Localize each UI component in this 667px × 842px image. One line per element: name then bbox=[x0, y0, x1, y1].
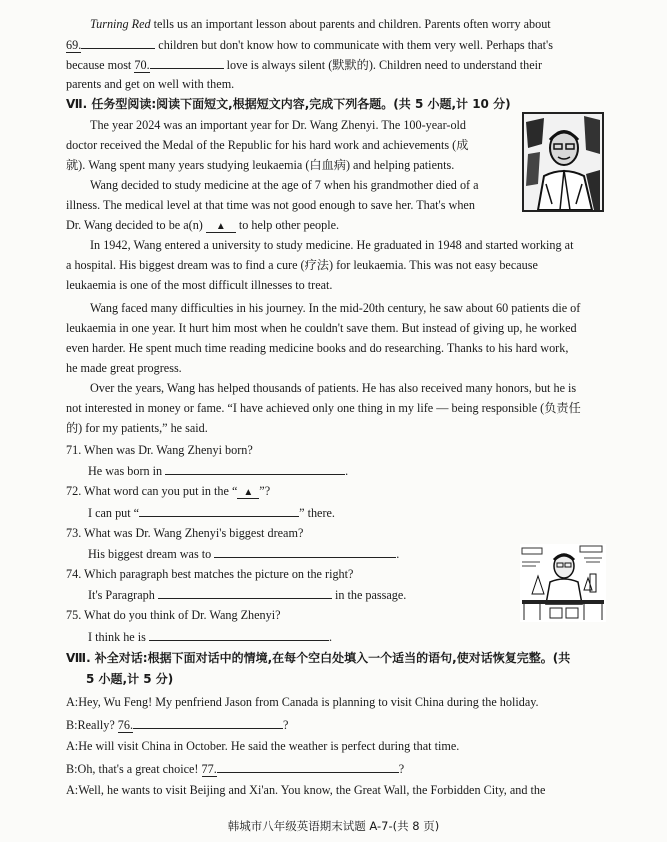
passage-p1-l2: doctor received the Medal of the Republic for his hard work and achievements (成 bbox=[66, 138, 469, 152]
answer-71-blank[interactable] bbox=[165, 460, 345, 475]
dialog-line-5: A:Well, he wants to visit Beijing and Xi'an. You know, the Great Wall, the Forbidden City, and the bbox=[66, 783, 546, 797]
passage-p2-l3: Dr. Wang decided to be a(n) ▲ to help other people. bbox=[66, 218, 340, 232]
section-8-title-l2: 5 小题,计 5 分) bbox=[86, 672, 174, 686]
question-71: 71. When was Dr. Wang Zhenyi born? bbox=[66, 443, 253, 457]
speaker-b: B: bbox=[66, 718, 78, 732]
answer-74-blank[interactable] bbox=[158, 584, 332, 599]
answer-75-blank[interactable] bbox=[149, 626, 329, 641]
intro-line-1: Turning Red tells us an important lesson about parents and children. Parents often worry about bbox=[90, 17, 551, 31]
blank-70-number: 70. bbox=[134, 58, 150, 72]
intro-line-2: 69. children but don't know how to communicate with them very well. Perhaps that's bbox=[66, 34, 609, 55]
blank-69-number: 69. bbox=[66, 38, 82, 52]
answer-75-line: I think he is . bbox=[88, 626, 332, 647]
answer-72-line: I can put “ ” there. bbox=[88, 502, 335, 523]
answer-74-line: It's Paragraph in the passage. bbox=[88, 584, 406, 605]
answer-72-blank[interactable] bbox=[139, 502, 299, 517]
passage-p4-l4: he made great progress. bbox=[66, 361, 182, 375]
speaker-a: A: bbox=[66, 783, 79, 797]
dialog-line-2: B:Really? 76. ? bbox=[66, 714, 288, 735]
passage-p5-l1: Over the years, Wang has helped thousands of patients. He has also received many honors, but he is bbox=[90, 381, 577, 395]
passage-p2-l2: illness. The medical level at that time was not good enough to save her. That's when bbox=[66, 198, 475, 212]
answer-73-blank[interactable] bbox=[214, 543, 396, 558]
section-7-title: Ⅶ. 任务型阅读:阅读下面短文,根据短文内容,完成下列各题。(共 5 小题,计 10 分) bbox=[66, 97, 511, 111]
page-footer: 韩城市八年级英语期末试题 A-7-(共 8 页) bbox=[227, 819, 440, 833]
intro-line-4: parents and get on well with them. bbox=[66, 77, 235, 91]
blank-77[interactable] bbox=[217, 758, 399, 773]
speaker-a: A: bbox=[66, 739, 79, 753]
dialog-line-1: A:Hey, Wu Feng! My penfriend Jason from Canada is planning to visit China during the holiday. bbox=[66, 695, 539, 709]
passage-p1-l3: 就). Wang spent many years studying leukaemia (白血病) and helping patients. bbox=[66, 158, 455, 172]
question-72: 72. What word can you put in the “ ▲ ”? bbox=[66, 484, 271, 498]
passage-p4-l3: even harder. He spent much time reading medicine books and do researching. Thanks to his hard work, bbox=[66, 341, 569, 355]
question-74: 74. Which paragraph best matches the picture on the right? bbox=[66, 567, 354, 581]
blank-69[interactable] bbox=[81, 34, 155, 49]
dr-wang-portrait-image bbox=[522, 112, 604, 212]
blank-76-number: 76. bbox=[117, 718, 134, 732]
dialog-line-3: A:He will visit China in October. He said the weather is perfect during that time. bbox=[66, 739, 460, 753]
passage-p5-l2: not interested in money or fame. “I have achieved only one thing in my life — being responsible (负责任 bbox=[66, 401, 581, 415]
passage-p3-l3: leukaemia is one of the most difficult illnesses to treat. bbox=[66, 278, 333, 292]
question-75: 75. What do you think of Dr. Wang Zhenyi? bbox=[66, 608, 281, 622]
blank-76[interactable] bbox=[133, 714, 283, 729]
blank-70[interactable] bbox=[150, 54, 224, 69]
passage-p5-l3: 的) for my patients,” he said. bbox=[66, 421, 208, 435]
intro-line-3: because most 70. love is always silent (默默的). Children need to understand their bbox=[66, 54, 609, 75]
passage-p1-l1: The year 2024 was an important year for Dr. Wang Zhenyi. The 100-year-old bbox=[90, 118, 467, 132]
passage-p3-l2: a hospital. His biggest dream was to find a cure (疗法) for leukaemia. This was not easy because bbox=[66, 258, 538, 272]
passage-p3-l1: In 1942, Wang entered a university to study medicine. He graduated in 1948 and started working at bbox=[90, 238, 574, 252]
passage-p2-l1: Wang decided to study medicine at the age of 7 when his grandmother died of a bbox=[90, 178, 479, 192]
triangle-blank-marker[interactable]: ▲ bbox=[215, 221, 226, 232]
answer-73-line: His biggest dream was to . bbox=[88, 543, 399, 564]
blank-77-number: 77. bbox=[201, 762, 217, 776]
speaker-a: A: bbox=[66, 695, 79, 709]
passage-p4-l1: Wang faced many difficulties in his journey. In the mid-20th century, he saw about 60 patients die of bbox=[90, 301, 581, 315]
section-8-title-l1: Ⅷ. 补全对话:根据下面对话中的情境,在每个空白处填入一个适当的语句,使对话恢复完整。(共 bbox=[66, 651, 571, 665]
speaker-b: B: bbox=[66, 762, 78, 776]
question-72-triangle: ▲ bbox=[243, 487, 254, 498]
passage-p4-l2: leukaemia in one year. It hurt him most when he couldn't save them. But instead of giving up, he worked bbox=[66, 321, 577, 335]
doctor-in-lab-image bbox=[520, 544, 606, 622]
question-73: 73. What was Dr. Wang Zhenyi's biggest dream? bbox=[66, 526, 304, 540]
answer-71-line: He was born in . bbox=[88, 460, 348, 481]
dialog-line-4: B:Oh, that's a great choice! 77. ? bbox=[66, 758, 404, 779]
